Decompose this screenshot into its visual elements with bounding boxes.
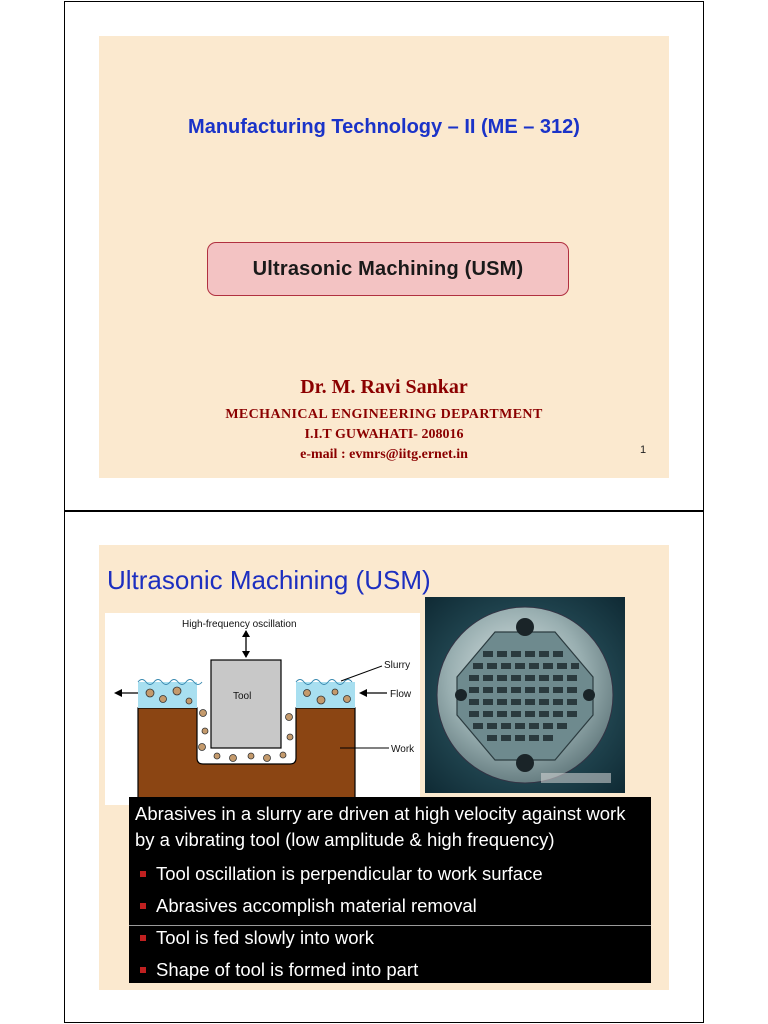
bullet-icon xyxy=(140,935,146,941)
bullet-text: Tool oscillation is perpendicular to work surface xyxy=(156,863,543,884)
bullet-item xyxy=(129,859,651,891)
machined-part-photo xyxy=(425,597,625,793)
page-2 xyxy=(64,511,704,1023)
usm-process-diagram xyxy=(105,613,420,805)
slurry-label: Slurry xyxy=(384,660,411,671)
bullet-item xyxy=(129,891,651,923)
flow-label: Flow xyxy=(390,689,412,700)
tool xyxy=(211,660,281,748)
content-slide xyxy=(99,545,669,990)
tool-label: Tool xyxy=(233,691,252,702)
bullet-icon xyxy=(140,903,146,909)
work-label: Work xyxy=(391,744,415,755)
department: MECHANICAL ENGINEERING DEPARTMENT xyxy=(225,407,543,422)
slide-title: Ultrasonic Machining (USM) xyxy=(107,565,431,595)
bullet-icon xyxy=(140,967,146,973)
description-box xyxy=(129,797,651,983)
title-slide xyxy=(99,36,669,478)
oscillation-label: High-frequency oscillation xyxy=(182,619,297,630)
institute: I.I.T GUWAHATI- 208016 xyxy=(304,427,464,442)
topic-title: Ultrasonic Machining (USM) xyxy=(252,257,524,280)
topic-title-box xyxy=(207,242,569,296)
intro-text: Abrasives in a slurry are driven at high velocity against work by a vibrating tool (low amplitude & high frequency) xyxy=(135,803,626,850)
divider xyxy=(129,925,651,926)
author-name: Dr. M. Ravi Sankar xyxy=(300,376,468,398)
bullet-item xyxy=(129,923,651,955)
bullet-text: Abrasives accomplish material removal xyxy=(156,895,477,916)
bullet-text: Tool is fed slowly into work xyxy=(156,927,374,948)
bullet-text: Shape of tool is formed into part xyxy=(156,959,419,980)
bullet-item xyxy=(129,955,651,987)
course-title: Manufacturing Technology – II (ME – 312) xyxy=(188,116,580,138)
email: e-mail : evmrs@iitg.ernet.in xyxy=(300,447,468,462)
bullet-icon xyxy=(140,871,146,877)
page-1 xyxy=(64,1,704,511)
bullet-list xyxy=(129,859,651,987)
slide-page-number: 1 xyxy=(640,444,647,456)
